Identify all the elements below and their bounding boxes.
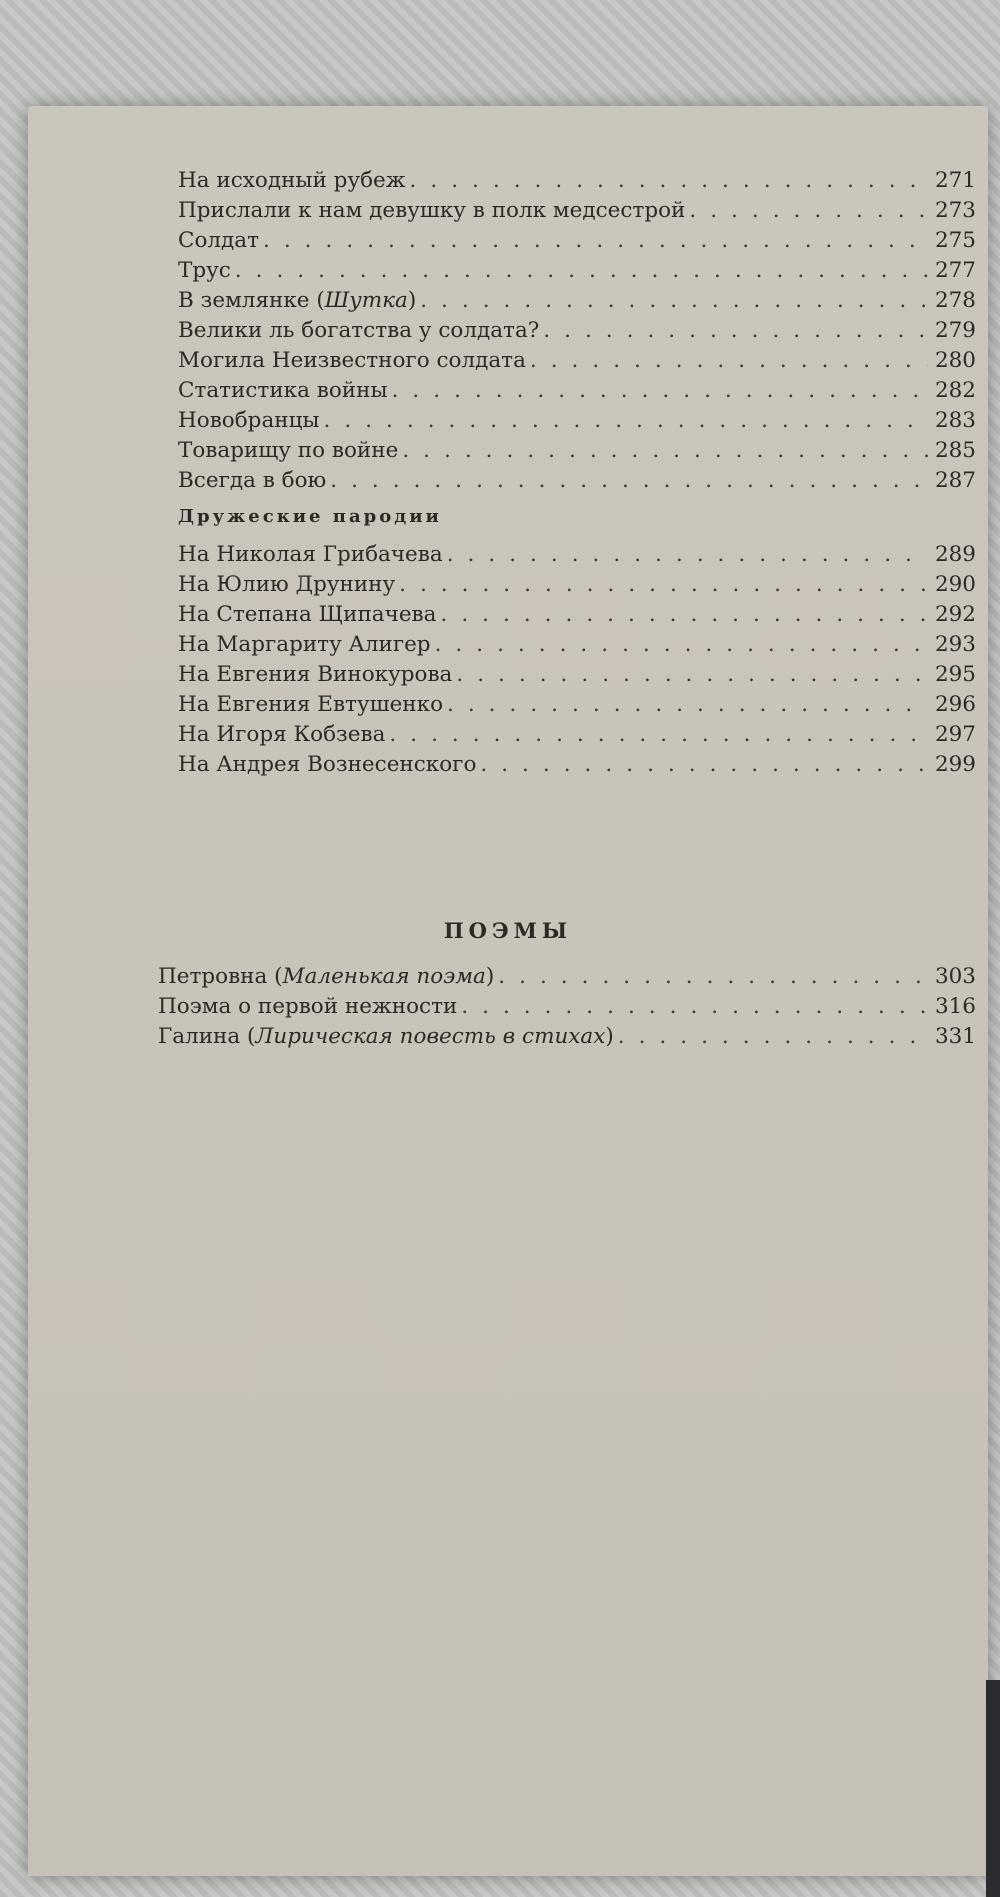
toc-entry: Петровна (Маленькая поэма) ..... 303 <box>158 962 976 992</box>
toc-entry: Велики ль богатства у солдата? ..... 279 <box>178 316 976 346</box>
toc-entry: Всегда в бою ..... 287 <box>178 466 976 496</box>
toc-entry: Прислали к нам девушку в полк медсестрой ..... 273 <box>178 196 976 226</box>
parodies-subheading: Дружеские пародии <box>178 506 442 527</box>
toc-entry: На Степана Щипачева ..... 292 <box>178 600 976 630</box>
toc-entry: На Маргариту Алигер ..... 293 <box>178 630 976 660</box>
toc-entry: На исходный рубеж ..... 271 <box>178 166 976 196</box>
toc-entry: На Игоря Кобзева ..... 297 <box>178 720 976 750</box>
toc-entry: Галина (Лирическая повесть в стихах) ..... 331 <box>158 1022 976 1052</box>
toc-entry: На Николая Грибачева ..... 289 <box>178 540 976 570</box>
toc-entry: Статистика войны ..... 282 <box>178 376 976 406</box>
toc-entry: На Евгения Евтушенко ..... 296 <box>178 690 976 720</box>
poems-heading: ПОЭМЫ <box>443 918 573 943</box>
toc-entry: Могила Неизвестного солдата ..... 280 <box>178 346 976 376</box>
toc-entry: На Юлию Друнину ..... 290 <box>178 570 976 600</box>
toc-entry: На Андрея Вознесенского ..... 299 <box>178 750 976 780</box>
toc-block-war <box>178 166 976 780</box>
toc-entry: Поэма о первой нежности ..... 316 <box>158 992 976 1022</box>
toc-entry: Солдат ..... 275 <box>178 226 976 256</box>
book-page <box>28 106 988 1876</box>
book-cover-edge <box>986 1680 1000 1897</box>
toc-entry: Трус ..... 277 <box>178 256 976 286</box>
toc-entry: Товарищу по войне ..... 285 <box>178 436 976 466</box>
toc-block-poems <box>158 962 976 1052</box>
toc-entry: Новобранцы ..... 283 <box>178 406 976 436</box>
toc-entry: В землянке (Шутка) ..... 278 <box>178 286 976 316</box>
toc-entry: На Евгения Винокурова ..... 295 <box>178 660 976 690</box>
